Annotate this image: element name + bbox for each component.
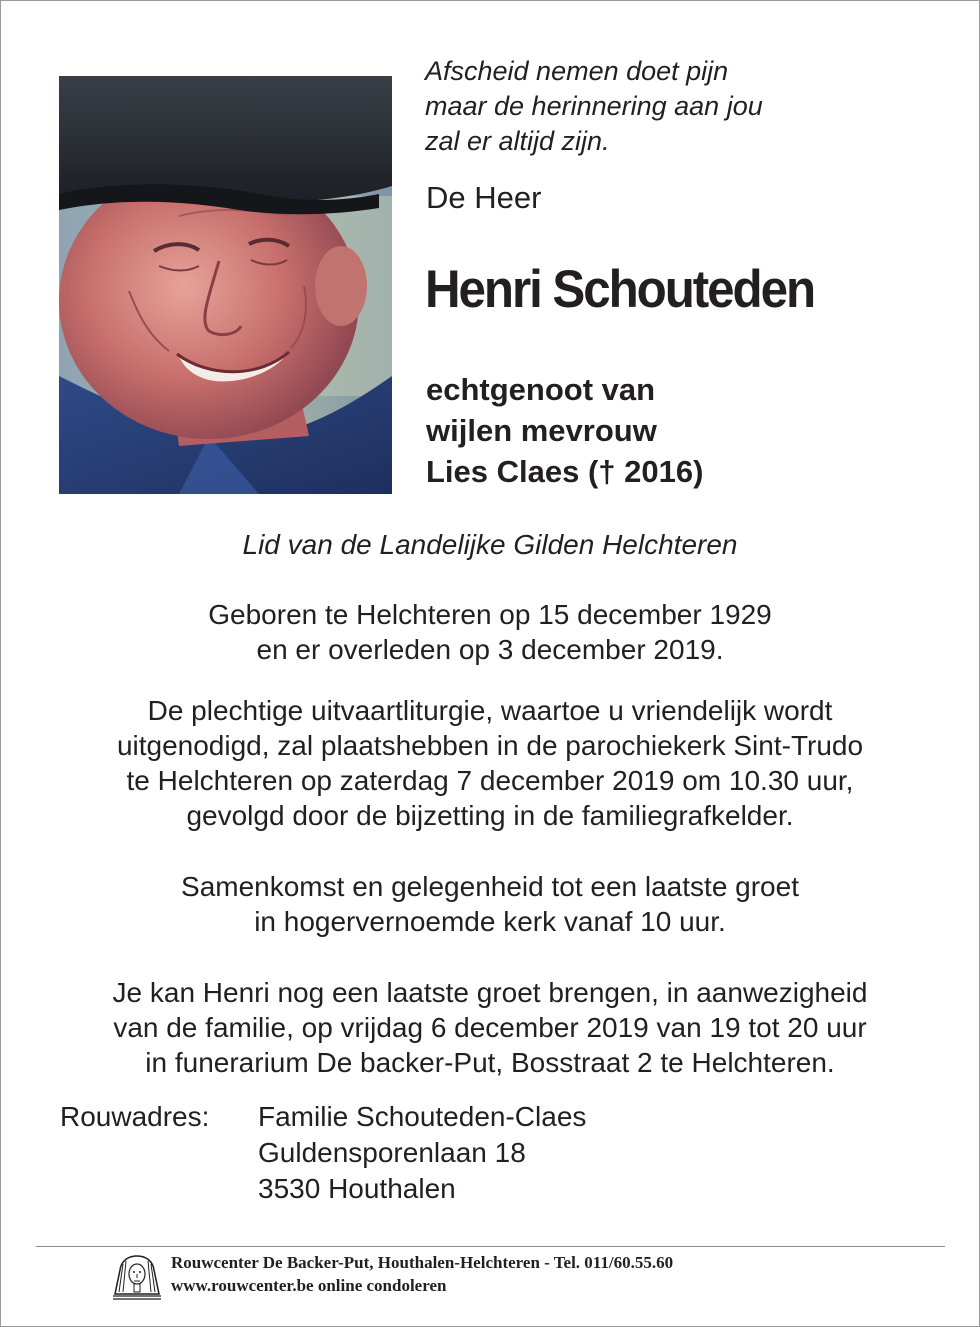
paragraph-line: Geboren te Helchteren op 15 december 1929: [208, 599, 772, 630]
portrait-photo: [59, 76, 392, 494]
paragraph-line: De plechtige uitvaartliturgie, waartoe u vriendelijk wordt: [147, 695, 833, 726]
paragraph-line: gevolgd door de bijzetting in de familiegrafkelder.: [186, 800, 794, 831]
poem: [425, 54, 945, 159]
address-line: Guldensporenlaan 18: [258, 1137, 526, 1168]
spouse-line: Lies Claes († 2016): [426, 454, 704, 489]
footer-divider: [36, 1246, 945, 1247]
paragraph-line: uitgenodigd, zal plaatshebben in de parochiekerk Sint-Trudo: [116, 730, 864, 761]
footer: [171, 1251, 673, 1297]
poem-line: Afscheid nemen doet pijn: [425, 56, 729, 86]
membership-line: Lid van de Landelijke Gilden Helchteren: [242, 529, 738, 560]
sphinx-logo-icon: [111, 1254, 163, 1302]
funeral-paragraph: [40, 693, 940, 833]
funeral-home-line: Rouwcenter De Backer-Put, Houthalen-Helchteren - Tel. 011/60.55.60: [171, 1253, 674, 1272]
honorific-title: De Heer: [426, 180, 542, 215]
spouse-info: [426, 369, 703, 492]
deceased-name: Henri Schouteden: [425, 260, 815, 319]
spouse-line: echtgenoot van: [426, 372, 656, 407]
paragraph-line: in funerarium De backer-Put, Bosstraat 2 te Helchteren.: [145, 1047, 835, 1078]
spouse-line: wijlen mevrouw: [426, 413, 657, 448]
poem-line: zal er altijd zijn.: [425, 126, 610, 156]
paragraph-line: in hogervernoemde kerk vanaf 10 uur.: [254, 906, 726, 937]
paragraph-line: Je kan Henri nog een laatste groet brengen, in aanwezigheid: [112, 977, 868, 1008]
birth-death-paragraph: [40, 597, 940, 667]
poem-line: maar de herinnering aan jou: [425, 91, 763, 121]
paragraph-line: te Helchteren op zaterdag 7 december 2019 om 10.30 uur,: [126, 765, 854, 796]
website-line: www.rouwcenter.be online condoleren: [171, 1276, 447, 1295]
mourning-address-label: Rouwadres:: [60, 1101, 210, 1132]
paragraph-line: en er overleden op 3 december 2019.: [256, 634, 724, 665]
address-line: Familie Schouteden-Claes: [258, 1101, 587, 1132]
gathering-paragraph: [40, 869, 940, 939]
mourning-address: [258, 1099, 586, 1207]
paragraph-line: van de familie, op vrijdag 6 december 2019 van 19 tot 20 uur: [113, 1012, 867, 1043]
paragraph-line: Samenkomst en gelegenheid tot een laatste groet: [181, 871, 799, 902]
visitation-paragraph: [40, 975, 940, 1080]
address-line: 3530 Houthalen: [258, 1173, 456, 1204]
